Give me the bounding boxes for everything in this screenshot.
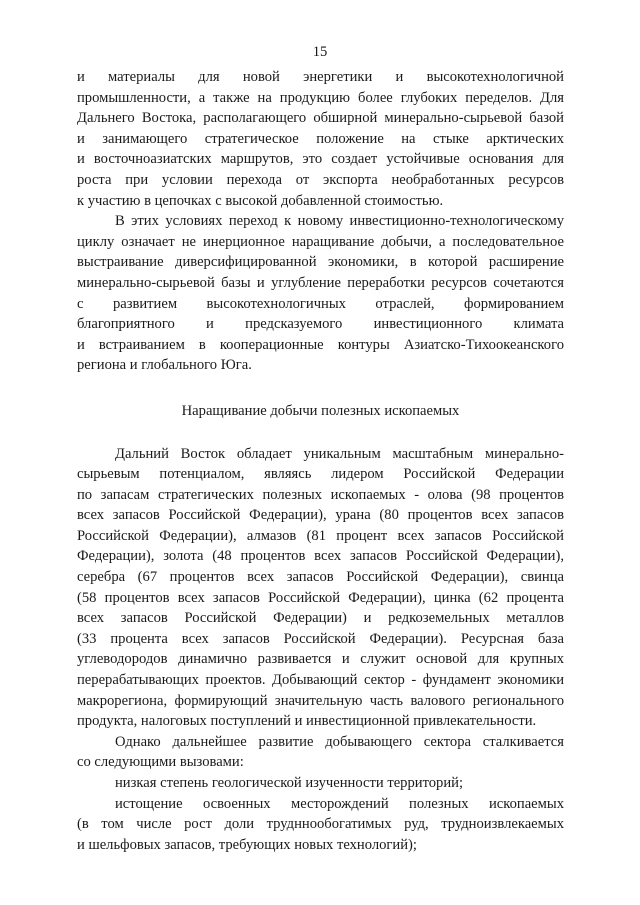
text-line: циклу означает не инерционное наращивание добычи, а последовательное <box>77 233 564 250</box>
text-line: роста при условии перехода от экспорта необработанных ресурсов <box>77 171 564 188</box>
text-line: истощение освоенных месторождений полезных ископаемых <box>115 795 564 812</box>
spacer <box>77 376 564 401</box>
text-line: Дальний Восток обладает уникальным масштабным минерально- <box>115 445 564 462</box>
text-line: и встраиванием в кооперационные контуры Азиатско-Тихоокеанского <box>77 336 564 353</box>
text-line: с развитием высокотехнологичных отраслей, формированием <box>77 295 564 312</box>
text-line: низкая степень геологической изученности территорий; <box>115 775 464 791</box>
text-line: к участию в цепочках с высокой добавленной стоимостью. <box>77 192 444 209</box>
page-number: 15 <box>312 44 328 60</box>
text-line: Российской Федерации), алмазов (81 процент всех запасов Российской <box>77 527 564 544</box>
text-line: перерабатывающих проектов. Добывающий сектор - фундамент экономики <box>77 672 564 689</box>
text-line: Дальнего Востока, располагающего обширной минерально-сырьевой базой <box>77 110 564 127</box>
text-line: и занимающего стратегическое положение на стыке арктических <box>77 130 564 147</box>
text-line: и восточноазиатских маршрутов, это создает устойчивые основания для <box>77 151 564 168</box>
text-line: (33 процента всех запасов Российской Федерации). Ресурсная база <box>77 630 564 647</box>
text-line: (в том числе рост доли трудннообогатимых руд, трудноизвлекаемых <box>77 816 564 833</box>
text-line: промышленности, а также на продукцию более глубоких переделов. Для <box>77 89 564 106</box>
text-line: (58 процентов всех запасов Российской Федерации), цинка (62 процента <box>77 589 564 606</box>
spacer <box>77 422 564 444</box>
text-line: и шельфовых запасов, требующих новых технологий); <box>77 836 417 853</box>
text-line: продукта, налоговых поступлений и инвестиционной привлекательности. <box>77 713 537 730</box>
text-line: по запасам стратегических полезных ископаемых - олова (98 процентов <box>77 486 564 503</box>
document-body <box>77 67 564 855</box>
list-item <box>77 794 564 856</box>
text-line: Федерации), золота (48 процентов всех запасов Российской Федерации), <box>77 548 564 565</box>
text-line: серебра (67 процентов всех запасов Российской Федерации), свинца <box>77 569 564 586</box>
paragraph <box>77 211 564 376</box>
text-line: выстраивание диверсифицированной экономики, в которой расширение <box>77 254 564 271</box>
text-line: со следующими вызовами: <box>77 754 244 771</box>
section-heading: Наращивание добычи полезных ископаемых <box>181 402 460 419</box>
text-line: региона и глобального Юга. <box>77 357 252 374</box>
text-line: макрорегиона, формирующий значительную часть валового регионального <box>77 692 564 709</box>
text-line: В этих условиях переход к новому инвестиционно-технологическому <box>115 213 564 230</box>
paragraph <box>77 732 564 773</box>
paragraph <box>77 444 564 732</box>
text-line: углеводородов динамично развивается и служит основой для крупных <box>77 651 564 668</box>
list-item <box>77 773 564 794</box>
paragraph <box>77 67 564 211</box>
text-line: Однако дальнейшее развитие добывающего сектора сталкивается <box>115 733 564 750</box>
text-line: минерально-сырьевой базы и углубление переработки ресурсов сочетаются <box>77 274 564 291</box>
text-line: всех запасов Российской Федерации) и редкоземельных металлов <box>77 610 564 627</box>
text-line: всех запасов Российской Федерации), урана (80 процентов всех запасов <box>77 507 564 524</box>
text-line: сырьевым потенциалом, являясь лидером Российской Федерации <box>77 466 564 483</box>
text-line: и материалы для новой энергетики и высокотехнологичной <box>77 69 564 85</box>
text-line: благоприятного и предсказуемого инвестиционного климата <box>77 316 564 333</box>
